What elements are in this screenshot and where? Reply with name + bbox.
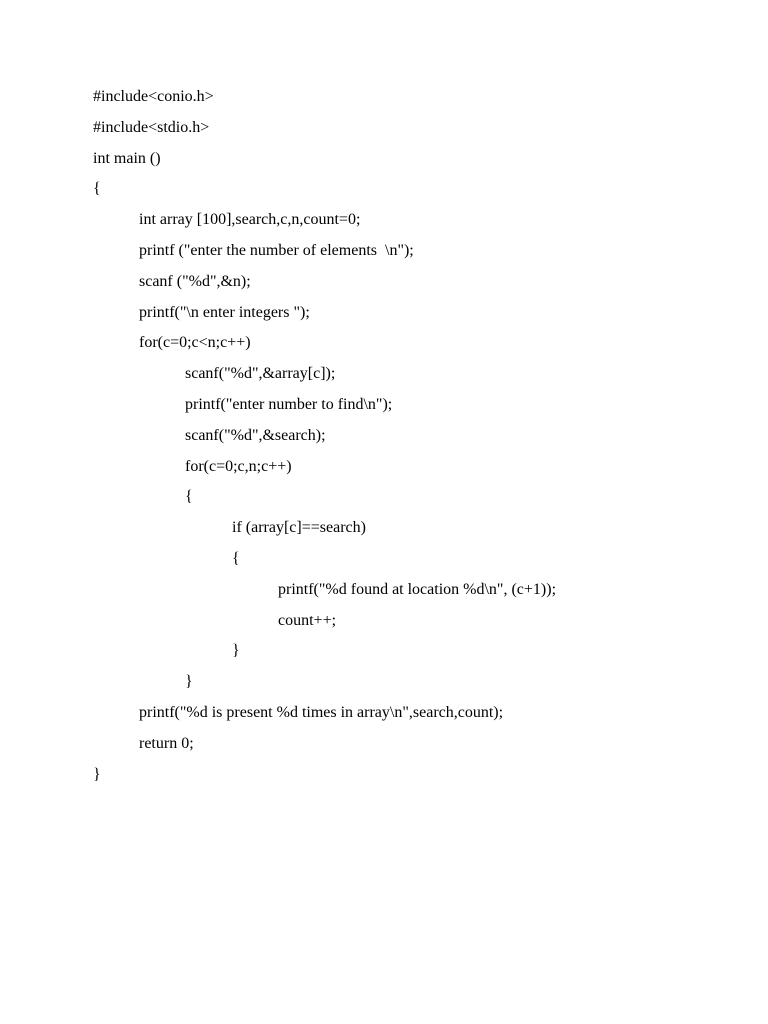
code-listing — [93, 85, 556, 793]
code-line: } — [232, 642, 240, 660]
code-line: } — [185, 673, 193, 691]
code-line: { — [232, 549, 240, 567]
code-line: printf("\n enter integers "); — [139, 303, 310, 321]
code-line: printf("enter number to find\n"); — [185, 395, 393, 413]
code-line: for(c=0;c,n;c++) — [185, 457, 292, 475]
code-line: scanf ("%d",&n); — [139, 272, 251, 290]
code-line: return 0; — [139, 734, 194, 752]
code-line: scanf("%d",&array[c]); — [185, 365, 336, 383]
code-line: scanf("%d",&search); — [185, 426, 326, 444]
code-line: { — [93, 180, 101, 198]
code-line: { — [185, 488, 193, 506]
code-line: #include<stdio.h> — [93, 118, 210, 136]
code-line: count++; — [278, 611, 337, 629]
code-line: int main () — [93, 149, 161, 167]
code-line: for(c=0;c<n;c++) — [139, 334, 251, 352]
code-line: printf("%d found at location %d\n", (c+1)); — [278, 580, 557, 598]
code-line: } — [93, 765, 101, 783]
code-line: if (array[c]==search) — [232, 519, 366, 537]
code-line: #include<conio.h> — [93, 88, 214, 105]
code-line: printf("%d is present %d times in array\n",search,count); — [139, 703, 504, 721]
code-line: int array [100],search,c,n,count=0; — [139, 211, 361, 229]
code-line: printf ("enter the number of elements \n"); — [139, 241, 414, 259]
